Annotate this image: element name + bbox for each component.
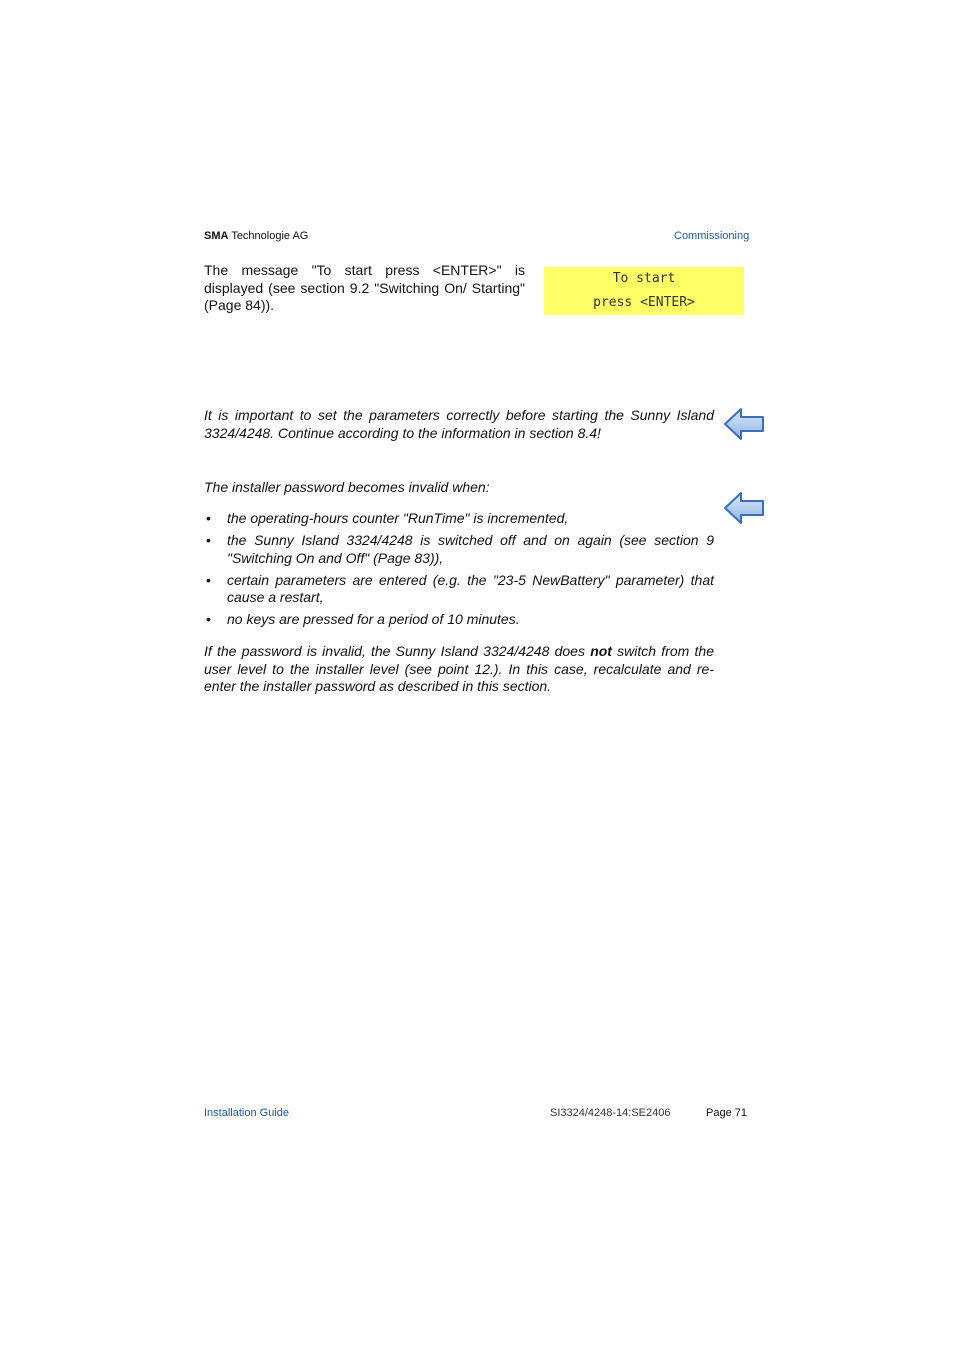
lcd-display <box>544 267 744 315</box>
password-closing-paragraph <box>204 643 714 696</box>
list-item: • the Sunny Island 3324/4248 is switched off and on again (see section 9 "Switching On and Off" (Page 83)), <box>204 532 714 567</box>
brand-name: SMA <box>204 230 229 242</box>
lcd-line-1: To start <box>612 271 676 286</box>
list-item: • certain parameters are entered (e.g. the "23-5 NewBattery" parameter) that cause a restart, <box>204 572 714 607</box>
password-invalid-list <box>204 510 714 633</box>
left-arrow-icon <box>723 490 765 526</box>
footer-document-code: SI3324/4248-14:SE2406 <box>550 1107 671 1119</box>
footer-guide-title: Installation Guide <box>204 1107 289 1119</box>
parameters-note: It is important to set the parameters correctly before starting the Sunny Island 3324/4248. Continue according to the information in section 8.4! <box>204 407 714 441</box>
intro-paragraph: The message "To start press <ENTER>" is displayed (see section 9.2 "Switching On/ Starting" (Page 84)). <box>204 262 525 313</box>
password-note-intro: The installer password becomes invalid when: <box>204 479 490 495</box>
closing-text-end: switch from the user level to the installer level (see point 12.). In this case, recalculate and re-enter the installer password as described in this section. <box>204 643 714 694</box>
closing-text-start: If the password is invalid, the Sunny Island 3324/4248 does <box>204 643 591 659</box>
list-item: • no keys are pressed for a period of 10 minutes. <box>204 611 714 629</box>
header-left <box>204 230 308 242</box>
left-arrow-icon <box>723 406 765 442</box>
footer-page-number: Page 71 <box>706 1107 747 1119</box>
company-name: Technologie AG <box>231 230 309 242</box>
closing-bold-word: not <box>590 643 612 659</box>
list-item: • the operating-hours counter "RunTime" is incremented, <box>204 510 714 528</box>
lcd-line-2: press <ENTER> <box>593 295 695 310</box>
header-section: Commissioning <box>674 230 750 242</box>
